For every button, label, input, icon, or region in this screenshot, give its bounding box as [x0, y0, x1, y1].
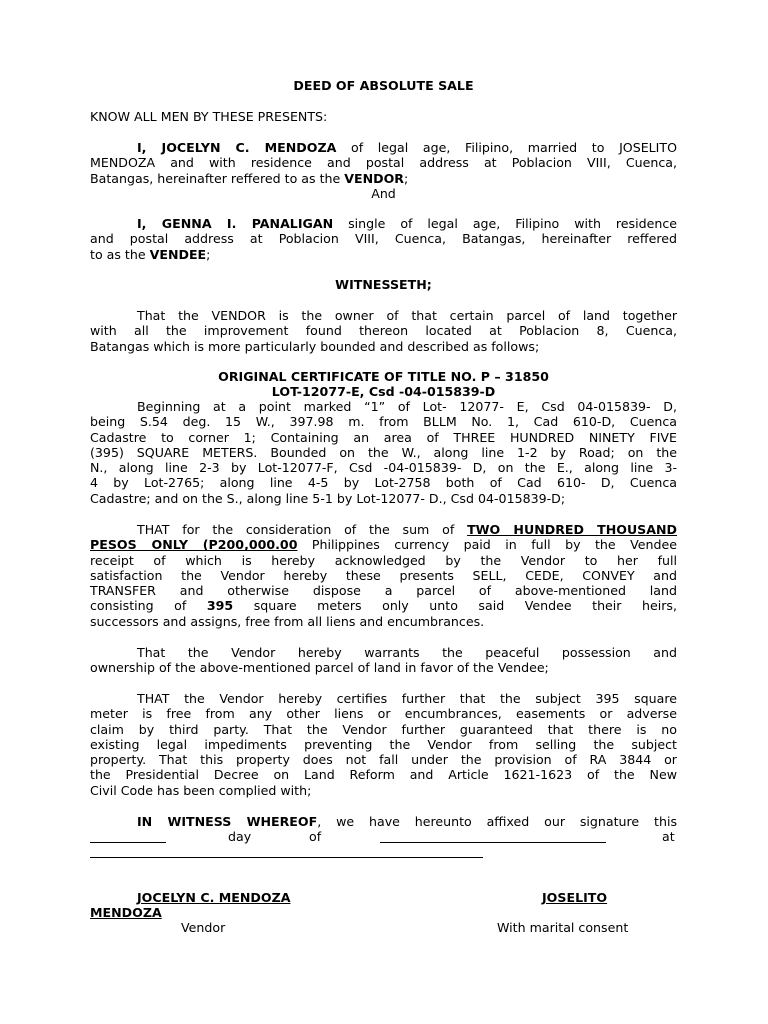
vendor-paragraph: I, JOCELYN C. MENDOZA of legal age, Filipino, married to JOSELITO MENDOZA and with residence and postal address at Poblacion VIII, Cuenca, Batangas, hereinafter reffered to as the VENDOR; — [90, 140, 677, 186]
owner-paragraph: That the VENDOR is the owner of that certain parcel of land together with all the improvement found thereon located at Poblacion 8, Cuenca, Batangas which is more particularly bounded and described as follows; — [90, 308, 677, 354]
price-words: TWO HUNDRED THOUSAND — [467, 522, 677, 537]
vendor-label: VENDOR — [344, 170, 404, 186]
day-blank[interactable] — [90, 842, 166, 843]
spouse-role: With marital consent — [497, 920, 629, 935]
warranty-paragraph: That the Vendor hereby warrants the peaceful possession and ownership of the above-mentioned parcel of land in favor of the Vendee; — [90, 645, 677, 676]
vendee-label: VENDEE — [149, 246, 207, 262]
vendee-name: I, GENNA I. PANALIGAN — [137, 216, 334, 231]
witnesseth-heading: WITNESSETH; — [335, 277, 432, 292]
vendor-signature-name: JOCELYN C. MENDOZA — [137, 890, 291, 905]
vendor-name: I, JOCELYN C. MENDOZA — [137, 140, 337, 155]
area-value: 395 — [206, 598, 234, 614]
of-word: of — [309, 829, 322, 844]
vendee-paragraph: I, GENNA I. PANALIGAN single of legal age, Filipino with residence and postal address at Poblacion VIII, Cuenca, Batangas, hereinafter reffered to as the VENDEE; — [90, 216, 677, 262]
intro-line: KNOW ALL MEN BY THESE PRESENTS: — [90, 109, 328, 124]
witness-paragraph: IN WITNESS WHEREOF, we have hereunto affixed our signature this — [137, 814, 678, 829]
certification-paragraph: THAT the Vendor hereby certifies further that the subject 395 square meter is free from any other liens or encumbrances, easements or adverse claim by third party. That the Vendor further guaranteed that there is no existing legal impediments preventing the Vendor from selling the subject property. That this property does not fall under the provision of RA 3844 or the Presidential Decree on Land Reform and Article 1621-1623 of the New Civil Code has been complied with; — [90, 691, 677, 798]
document-title: DEED OF ABSOLUTE SALE — [293, 78, 474, 93]
place-blank[interactable] — [90, 857, 483, 858]
month-blank[interactable] — [380, 842, 606, 843]
consideration-paragraph: THAT for the consideration of the sum of TWO HUNDRED THOUSAND PESOS ONLY (P200,000.00 Philippines currency paid in full by the Vendee receipt of which is hereby acknowledged by the Vendor to her full satisfaction the Vendor hereby these presents SELL, CEDE, CONVEY and TRANSFER and otherwise dispose a parcel of above-mentioned land consisting of 395 square meters only unto said Vendee their heirs, successors and assigns, free from all liens and encumbrances. — [90, 522, 677, 629]
day-word: day — [228, 829, 252, 844]
vendor-signature-name-cont: MENDOZA — [90, 905, 162, 920]
lot-number: LOT-12077-E, Csd -04-015839-D — [271, 384, 496, 399]
title-number: ORIGINAL CERTIFICATE OF TITLE NO. P – 31850 — [218, 369, 549, 384]
at-word: at — [662, 829, 675, 844]
price-amount: PESOS ONLY (P200,000.00 — [90, 537, 298, 553]
spouse-signature-name: JOSELITO — [542, 890, 608, 905]
vendor-role: Vendor — [181, 920, 226, 935]
property-description: Beginning at a point marked “1” of Lot- 12077- E, Csd 04-015839- D, being S.54 deg. 15 W., 397.98 m. from BLLM No. 1, Cad 610-D, Cuenca Cadastre to corner 1; Containing an area of THREE HUNDRED NINETY FIVE (395) SQUARE METERS. Bounded on the W., along line 1-2 by Road; on the N., along line 2-3 by Lot-12077-F, Csd -04-015839- D, on the E., along line 3- 4 by Lot-2765; along line 4-5 by Lot-2758 both of Cad 610- D, Cuenca Cadastre; and on the S., along line 5-1 by Lot-12077- D., Csd 04-015839-D; — [90, 399, 677, 506]
witness-whereof: IN WITNESS WHEREOF — [137, 814, 318, 829]
and-connector: And — [371, 186, 396, 201]
